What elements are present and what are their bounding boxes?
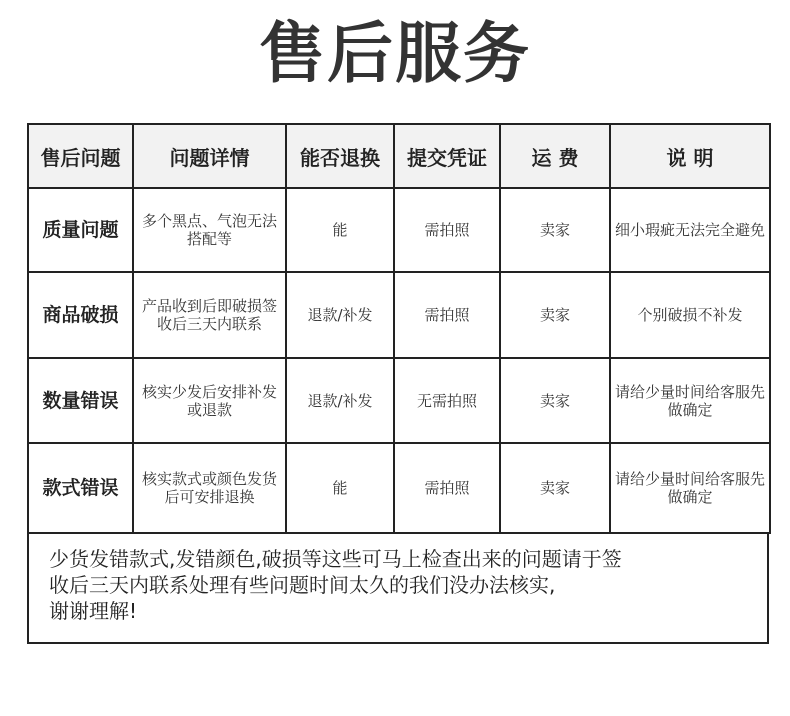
cell-detail: 核实款式或颜色发货后可安排退换	[133, 443, 286, 533]
table-header-row	[28, 124, 770, 188]
table-row	[28, 272, 770, 358]
header-returnable: 能否退换	[286, 124, 394, 188]
cell-proof: 需拍照	[394, 188, 500, 272]
cell-detail: 核实少发后安排补发或退款	[133, 358, 286, 443]
cell-proof: 需拍照	[394, 443, 500, 533]
footer-note-line: 谢谢理解!	[49, 599, 138, 623]
footer-note-line: 收后三天内联系处理有些问题时间太久的我们没办法核实,	[49, 573, 556, 597]
cell-returnable: 退款/补发	[286, 358, 394, 443]
cell-shipping: 卖家	[500, 272, 610, 358]
cell-note: 细小瑕疵无法完全避免	[610, 188, 770, 272]
cell-issue: 数量错误	[28, 358, 133, 443]
cell-issue: 质量问题	[28, 188, 133, 272]
cell-shipping: 卖家	[500, 358, 610, 443]
footer-note-box	[27, 534, 769, 644]
table-row	[28, 358, 770, 443]
after-sales-table-container	[27, 123, 769, 644]
table-row	[28, 443, 770, 533]
cell-detail: 多个黑点、气泡无法搭配等	[133, 188, 286, 272]
header-issue: 售后问题	[28, 124, 133, 188]
footer-note-line: 少货发错款式,发错颜色,破损等这些可马上检查出来的问题请于签	[49, 547, 622, 571]
cell-issue: 商品破损	[28, 272, 133, 358]
header-detail: 问题详情	[133, 124, 286, 188]
table-row	[28, 188, 770, 272]
header-shipping: 运 费	[500, 124, 610, 188]
cell-returnable: 退款/补发	[286, 272, 394, 358]
cell-returnable: 能	[286, 443, 394, 533]
cell-shipping: 卖家	[500, 443, 610, 533]
cell-detail: 产品收到后即破损签收后三天内联系	[133, 272, 286, 358]
header-proof: 提交凭证	[394, 124, 500, 188]
header-note: 说 明	[610, 124, 770, 188]
page-title: 售后服务	[259, 15, 531, 92]
cell-proof: 无需拍照	[394, 358, 500, 443]
after-sales-table	[27, 123, 771, 534]
cell-issue: 款式错误	[28, 443, 133, 533]
cell-note: 请给少量时间给客服先做确定	[610, 358, 770, 443]
cell-note: 个别破损不补发	[610, 272, 770, 358]
cell-proof: 需拍照	[394, 272, 500, 358]
cell-shipping: 卖家	[500, 188, 610, 272]
cell-note: 请给少量时间给客服先做确定	[610, 443, 770, 533]
cell-returnable: 能	[286, 188, 394, 272]
